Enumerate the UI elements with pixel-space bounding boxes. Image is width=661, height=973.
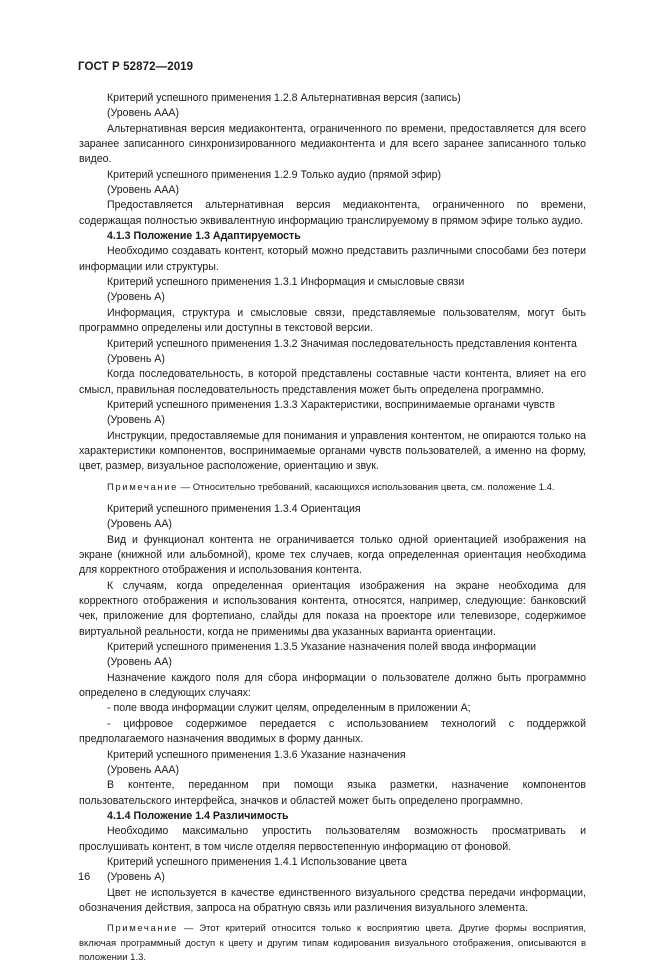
criterion-line: (Уровень AA) [107,518,172,531]
criterion-line: (Уровень AAA) [107,107,180,120]
criterion-line: Критерий успешного применения 1.3.1 Информация и смысловые связи [107,276,465,289]
document-header: ГОСТ Р 52872—2019 [78,61,194,73]
criterion-line: Критерий успешного применения 1.3.5 Указание назначения полей ввода информации [107,641,537,654]
criterion-line: Критерий успешного применения 1.3.2 Значимая последовательность представления контента [107,337,577,350]
criterion-line: Критерий успешного применения 1.2.9 Только аудио (прямой эфир) [107,168,442,181]
paragraph: К случаям, когда определенная ориентация изображения на экране необходима для корректного отображения и использования контента, относятся, например, следующие: банковский чек, приложение для фортепиано, слайды для показа на проекторе или телевизоре, содержимое виртуальной реальности, когда не применимы два указанных варианта ориентации. [79,579,586,638]
note-label: Примечание [107,481,178,493]
note-label: Примечание [107,923,178,935]
section-heading: 4.1.3 Положение 1.3 Адаптируемость [107,230,301,243]
criterion-line: Критерий успешного применения 1.2.8 Альтернативная версия (запись) [107,92,461,104]
paragraph: Предоставляется альтернативная версия медиаконтента, ограниченного по времени, содержащая полностью эквивалентную информацию транслируемому в прямом эфире только аудио. [79,199,586,227]
paragraph: Инструкции, предоставляемые для понимания и управления контентом, не опираются только на характеристики компонентов, воспринимаемые органами чувств пользователей, а именно на форму, цвет, размер, визуальное расположение, ориентацию и звук. [79,429,586,473]
criterion-line: Критерий успешного применения 1.3.3 Характеристики, воспринимаемые органами чувств [107,398,556,411]
criterion-line: Критерий успешного применения 1.4.1 Использование цвета [107,855,407,868]
paragraph: Цвет не используется в качестве единственного визуального средства передачи информации, обозначения действия, запроса на обратную связь или различения визуального элемента. [79,886,586,914]
paragraph: Необходимо максимально упростить пользователям возможность просматривать и прослушивать контент, в том числе отделяя первостепенную информацию от фоновой. [79,825,586,853]
paragraph: Информация, структура и смысловые связи, представляемые пользователям, могут быть программно определены или доступны в текстовой версии. [79,306,586,335]
criterion-line: (Уровень A) [107,414,165,427]
paragraph: Альтернативная версия медиаконтента, ограниченного по времени, предоставляется для всего заранее записанного синхронизированного медиаконтента и для всего заранее записанного только видео. [79,122,586,166]
list-item: - поле ввода информации служит целям, определенным в приложении А; [107,702,471,715]
criterion-line: (Уровень AAA) [107,184,180,197]
criterion-line: Критерий успешного применения 1.3.4 Ориентация [107,503,361,515]
paragraph: Вид и функционал контента не ограничивается только одной ориентацией изображения на экране (книжной или альбомной), кроме тех случаев, когда определенная ориентация необходима для корректного отображения и использования контента. [79,533,586,577]
paragraph: Назначение каждого поля для сбора информации о пользователе должно быть программно определено в следующих случаях: [79,671,586,700]
document-body [79,91,586,973]
note [79,922,586,965]
paragraph: - цифровое содержимое передается с использованием технологий с поддержкой предполагаемого назначения вводимых в форму данных. [79,717,586,746]
note-text: — Относительно требований, касающихся использования цвета, см. положение 1.4. [178,481,555,493]
paragraph: Когда последовательность, в которой представлены составные части контента, влияет на его смысл, правильная последовательность представления может быть определена программно. [79,368,586,396]
criterion-line: (Уровень A) [107,871,165,884]
paragraph: В контенте, переданном при помощи языка разметки, назначение компонентов пользовательского интерфейса, значков и областей может быть определено программно. [79,779,586,807]
criterion-line: (Уровень A) [107,352,165,365]
note [79,481,586,495]
criterion-line: Критерий успешного применения 1.3.6 Указание назначения [107,748,406,761]
criterion-line: (Уровень AA) [107,656,172,669]
section-heading: 4.1.4 Положение 1.4 Различимость [107,809,289,822]
criterion-line: (Уровень A) [107,291,165,304]
note-text: — Этот критерий относится только к восприятию цвета. Другие формы восприятия, включая программный доступ к цвету и другим типам кодирования визуального отображения, описываются в положении 1.3. [79,923,586,964]
page-number: 16 [78,871,91,883]
paragraph: Необходимо создавать контент, который можно представить различными способами без потери информации или структуры. [79,245,586,273]
criterion-line: (Уровень AAA) [107,763,180,776]
